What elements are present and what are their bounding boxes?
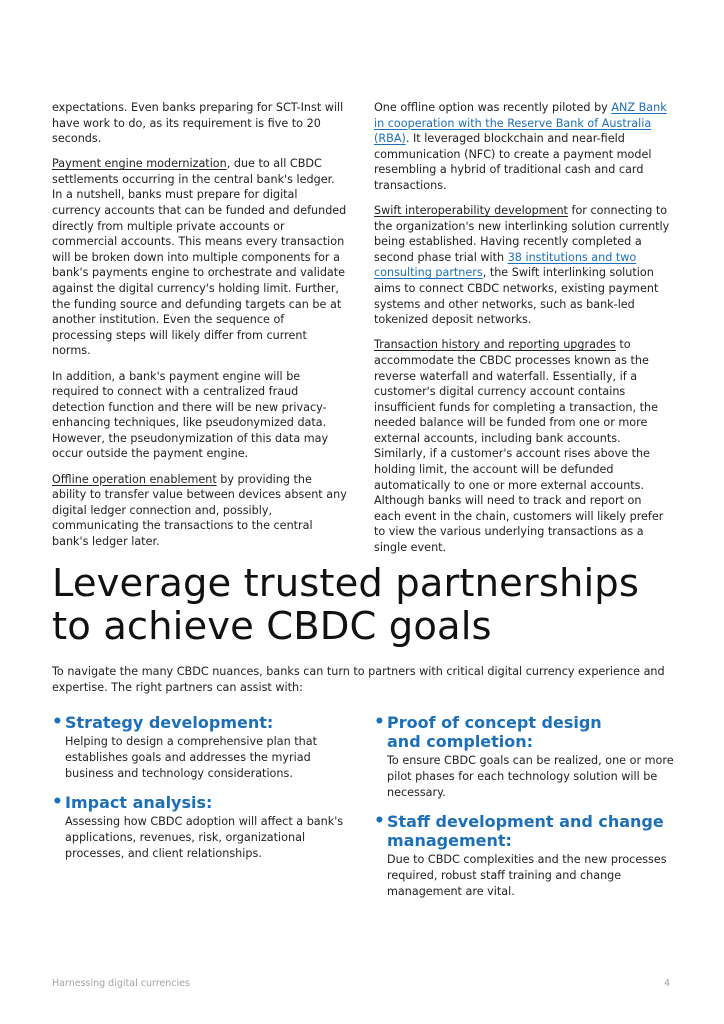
swift-interoperability-link[interactable]: Swift interoperability development [374, 204, 568, 218]
bullet-title-line-1: Proof of concept design [387, 713, 602, 732]
bullet-list-right [374, 713, 674, 912]
bullet-dot-icon: • [374, 712, 385, 732]
right-text-column [374, 100, 670, 565]
bullet-description: Due to CBDC complexities and the new processes required, robust staff training and change management are vital. [387, 853, 667, 898]
transaction-history-link[interactable]: Transaction history and reporting upgrades [374, 338, 616, 352]
bullet-description: To ensure CBDC goals can be realized, one or more pilot phases for each technology solution will be necessary. [387, 754, 674, 799]
swift-text: for connecting to the organization's new interlinking solution currently being established. Having recently completed a second phase trial with [374, 204, 670, 264]
anz-pilot-intro: One offline option was recently piloted by [374, 101, 612, 114]
section-heading [52, 562, 692, 648]
offline-operation-text: by providing the ability to transfer value between devices absent any digital ledger connection and, possibly, communicating the transactions to the central bank's ledger later. [52, 472, 347, 548]
transaction-history-text: to accommodate the CBDC processes known as the reverse waterfall and waterfall. Essentially, if a customer's digital currency account contains insufficient funds for completing a transaction, the needed balance will be funded from one or more external accounts, including bank accounts. Similarly, if a customer's account rises above the holding limit, the account will be defunded automatically to one or more external accounts. Although banks will need to track and report on each event in the chain, customers will likely prefer to view the various underlying transactions as a single event. [374, 338, 664, 555]
offline-operation-link[interactable]: Offline operation enablement [52, 472, 217, 486]
payment-engine-text: , due to all CBDC settlements occurring in the central bank's ledger. In a nutshell, banks must prepare for digital currency accounts that can be funded and defunded directly from multiple private accounts or commercial accounts. This means every transaction will be broken down into multiple components for a bank's payments engine to orchestrate and validate against the digital currency's holding limit. Further, the funding source and defunding targets can be at another institution. Even the sequence of processing steps will likely differ from current norms. [52, 157, 347, 358]
section-intro: To navigate the many CBDC nuances, banks can turn to partners with critical digital currency experience and expertise. The right partners can assist with: [52, 665, 665, 694]
page-number: 4 [664, 978, 671, 989]
bullet-dot-icon: • [374, 811, 385, 832]
bullet-title-line-1: Staff development and change [387, 812, 664, 832]
payment-engine-modernization-link[interactable]: Payment engine modernization [52, 157, 227, 171]
bullet-title-line-2: and completion: [387, 732, 534, 751]
paragraph-fraud-detection: In addition, a bank's payment engine will be required to connect with a centralized fraud detection function and there will be new privacy-enhancing techniques, like pseudonymized data. However, the pseudonymization of this data may occur outside the payment engine. [52, 369, 329, 461]
bullet-description: Assessing how CBDC adoption will affect a bank's applications, revenues, risk, organizational processes, and client relationships. [65, 815, 344, 860]
bullet-title-line-2: management: [387, 831, 512, 851]
paragraph-swift [374, 203, 670, 328]
left-text-column [52, 100, 348, 559]
paragraph-anz-pilot [374, 100, 670, 194]
bullet-title: Strategy development: [65, 713, 274, 732]
bullet-description: Helping to design a comprehensive plan that establishes goals and addresses the myriad business and technology considerations. [65, 735, 317, 780]
bullet-title: Impact analysis: [65, 793, 213, 813]
bullet-staff-development [374, 812, 674, 899]
bullet-list-left [52, 713, 352, 874]
footer-title: Harnessing digital currencies [52, 978, 190, 989]
heading-line-2: to achieve CBDC goals [52, 604, 492, 649]
bullet-title [387, 713, 674, 751]
bullet-proof-of-concept [374, 713, 674, 800]
paragraph-sct-inst: expectations. Even banks preparing for SCT-Inst will have work to do, as its requirement is five to 20 seconds. [52, 101, 344, 146]
paragraph-offline-operation [52, 472, 348, 550]
bullet-dot-icon: • [52, 792, 63, 813]
institutions-partners-link[interactable]: 38 institutions and two consulting partners [374, 250, 637, 280]
bullet-strategy-development [52, 713, 352, 781]
bullet-title [387, 812, 674, 850]
heading-line-1: Leverage trusted partnerships [52, 561, 639, 606]
paragraph-payment-engine [52, 156, 348, 359]
bullet-dot-icon: • [52, 712, 63, 732]
bullet-impact-analysis [52, 793, 352, 861]
swift-text-rest: , the Swift interlinking solution aims to connect CBDC networks, existing payment systems and other networks, such as bank-led tokenized deposit networks. [374, 266, 659, 327]
paragraph-transaction-history [374, 337, 670, 555]
anz-pilot-text: . It leveraged blockchain and near-field communication (NFC) to create a payment model resembling a hybrid of traditional cash and card transactions. [374, 132, 652, 192]
anz-rba-link[interactable]: ANZ Bank in cooperation with the Reserve Bank of Australia (RBA) [374, 101, 667, 146]
